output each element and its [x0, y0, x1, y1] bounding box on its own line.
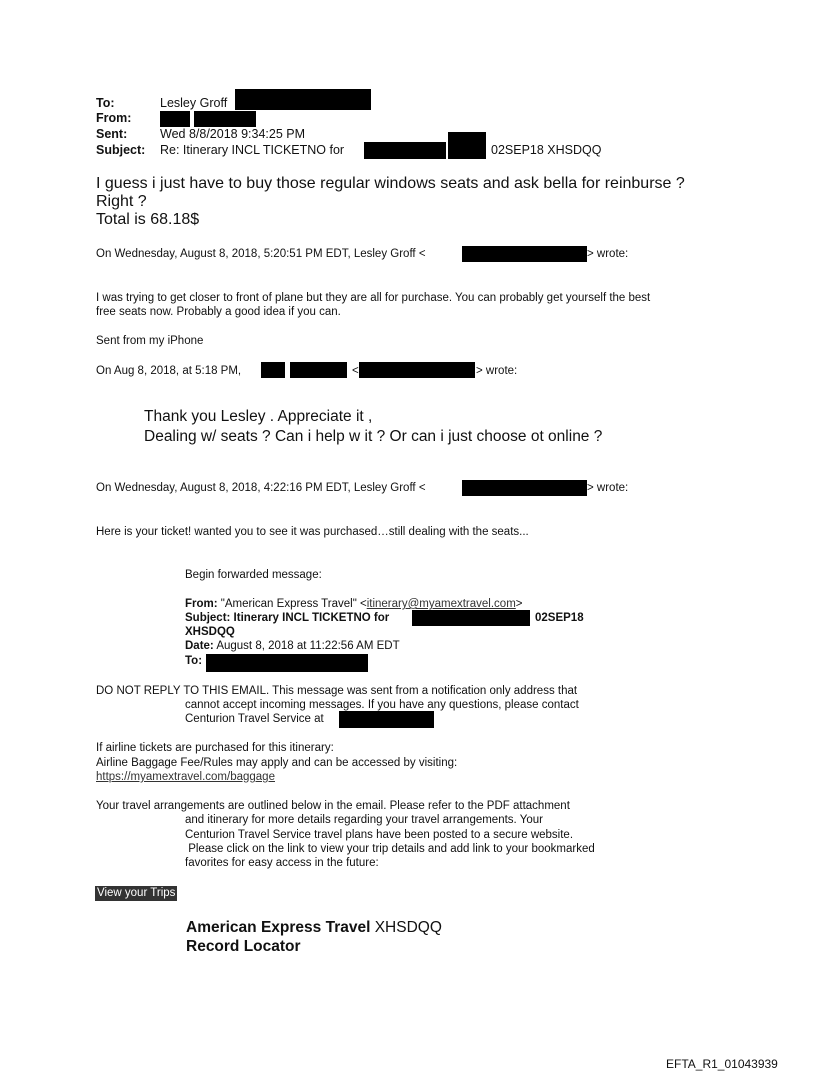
forward-date-label: Date:: [185, 640, 214, 652]
forward-to-label: To:: [185, 655, 203, 667]
quote-text: I was trying to get closer to front of plane but they are all for purchase. You can probably get yourself the best: [96, 292, 651, 304]
redaction-block: [462, 246, 587, 262]
quote-attribution: On Wednesday, August 8, 2018, 5:20:51 PM EDT, Lesley Groff <: [96, 248, 426, 260]
notice-line: DO NOT REPLY TO THIS EMAIL. This message was sent from a notification only address that: [96, 685, 578, 697]
baggage-line: Airline Baggage Fee/Rules may apply and can be accessed by visiting:: [96, 757, 458, 769]
forward-from-close: >: [515, 598, 523, 610]
to-label: To:: [96, 96, 115, 110]
view-trips-button[interactable]: View your Trips: [97, 887, 176, 899]
baggage-link[interactable]: https://myamextravel.com/baggage: [96, 771, 275, 783]
forward-subject-tail: 02SEP18: [535, 612, 584, 624]
redaction-block: [160, 111, 190, 127]
quote-attribution-suffix: > wrote:: [587, 482, 629, 494]
redaction-block: [462, 480, 587, 496]
redaction-block: [364, 142, 446, 159]
subject-suffix: 02SEP18 XHSDQQ: [491, 143, 602, 157]
from-label: From:: [96, 111, 132, 125]
locator-code: XHSDQQ: [374, 919, 442, 936]
redaction-block: [448, 132, 486, 159]
quote-text: Thank you Lesley . Appreciate it ,: [144, 408, 373, 425]
baggage-line: If airline tickets are purchased for this itinerary:: [96, 742, 334, 754]
body-line: I guess i just have to buy those regular windows seats and ask bella for reinburse ?: [96, 175, 685, 192]
forward-from-label: From:: [185, 598, 218, 610]
quote-text: free seats now. Probably a good idea if you can.: [96, 306, 341, 318]
quote-text: Dealing w/ seats ? Can i help w it ? Or can i just choose ot online ?: [144, 428, 603, 445]
redaction-block: [359, 362, 475, 378]
forward-date: [185, 639, 400, 654]
document-id: EFTA_R1_01043939: [666, 1057, 778, 1071]
forward-from-email-link[interactable]: itinerary@myamextravel.com: [366, 598, 516, 610]
locator-subtitle: Record Locator: [186, 938, 301, 955]
redaction-block: [235, 89, 371, 110]
arrangements-line: Your travel arrangements are outlined below in the email. Please refer to the PDF attachment: [96, 800, 570, 812]
redaction-block: [206, 654, 368, 672]
forward-subject-line2: XHSDQQ: [185, 626, 235, 638]
signature: Sent from my iPhone: [96, 335, 204, 347]
arrangements-line: favorites for easy access in the future:: [185, 857, 379, 869]
sent-label: Sent:: [96, 127, 128, 141]
subject-label: Subject:: [96, 143, 146, 157]
forward-date-value: August 8, 2018 at 11:22:56 AM EDT: [216, 640, 400, 652]
forward-subject: Subject: Itinerary INCL TICKETNO for: [185, 612, 390, 624]
quote-attribution-lt: <: [352, 365, 359, 377]
quote-text: Here is your ticket! wanted you to see it was purchased…still dealing with the seats...: [96, 526, 529, 538]
quote-attribution: On Wednesday, August 8, 2018, 4:22:16 PM EDT, Lesley Groff <: [96, 482, 426, 494]
body-line: Total is 68.18$: [96, 211, 200, 228]
arrangements-line: Please click on the link to view your trip details and add link to your bookmarked: [185, 843, 595, 855]
redaction-block: [261, 362, 285, 378]
quote-attribution-suffix: > wrote:: [587, 248, 629, 260]
body-line: Right ?: [96, 193, 147, 210]
forward-from-name: "American Express Travel" <: [220, 598, 367, 610]
quote-attribution-suffix: > wrote:: [476, 365, 518, 377]
sent-value: Wed 8/8/2018 9:34:25 PM: [160, 127, 306, 141]
forward-intro: Begin forwarded message:: [185, 569, 322, 581]
locator-title: American Express Travel: [186, 919, 371, 936]
notice-line: Centurion Travel Service at: [185, 713, 324, 725]
arrangements-line: and itinerary for more details regarding your travel arrangements. Your: [185, 814, 543, 826]
locator-line: [186, 918, 442, 937]
subject-value: Re: Itinerary INCL TICKETNO for: [160, 143, 345, 157]
quote-attribution: On Aug 8, 2018, at 5:18 PM,: [96, 365, 242, 377]
redaction-block: [290, 362, 347, 378]
redaction-block: [339, 711, 434, 728]
to-value: Lesley Groff: [160, 96, 228, 110]
redaction-block: [412, 610, 530, 626]
notice-line: cannot accept incoming messages. If you have any questions, please contact: [185, 699, 579, 711]
arrangements-line: Centurion Travel Service travel plans have been posted to a secure website.: [185, 829, 574, 841]
redaction-block: [194, 111, 256, 127]
